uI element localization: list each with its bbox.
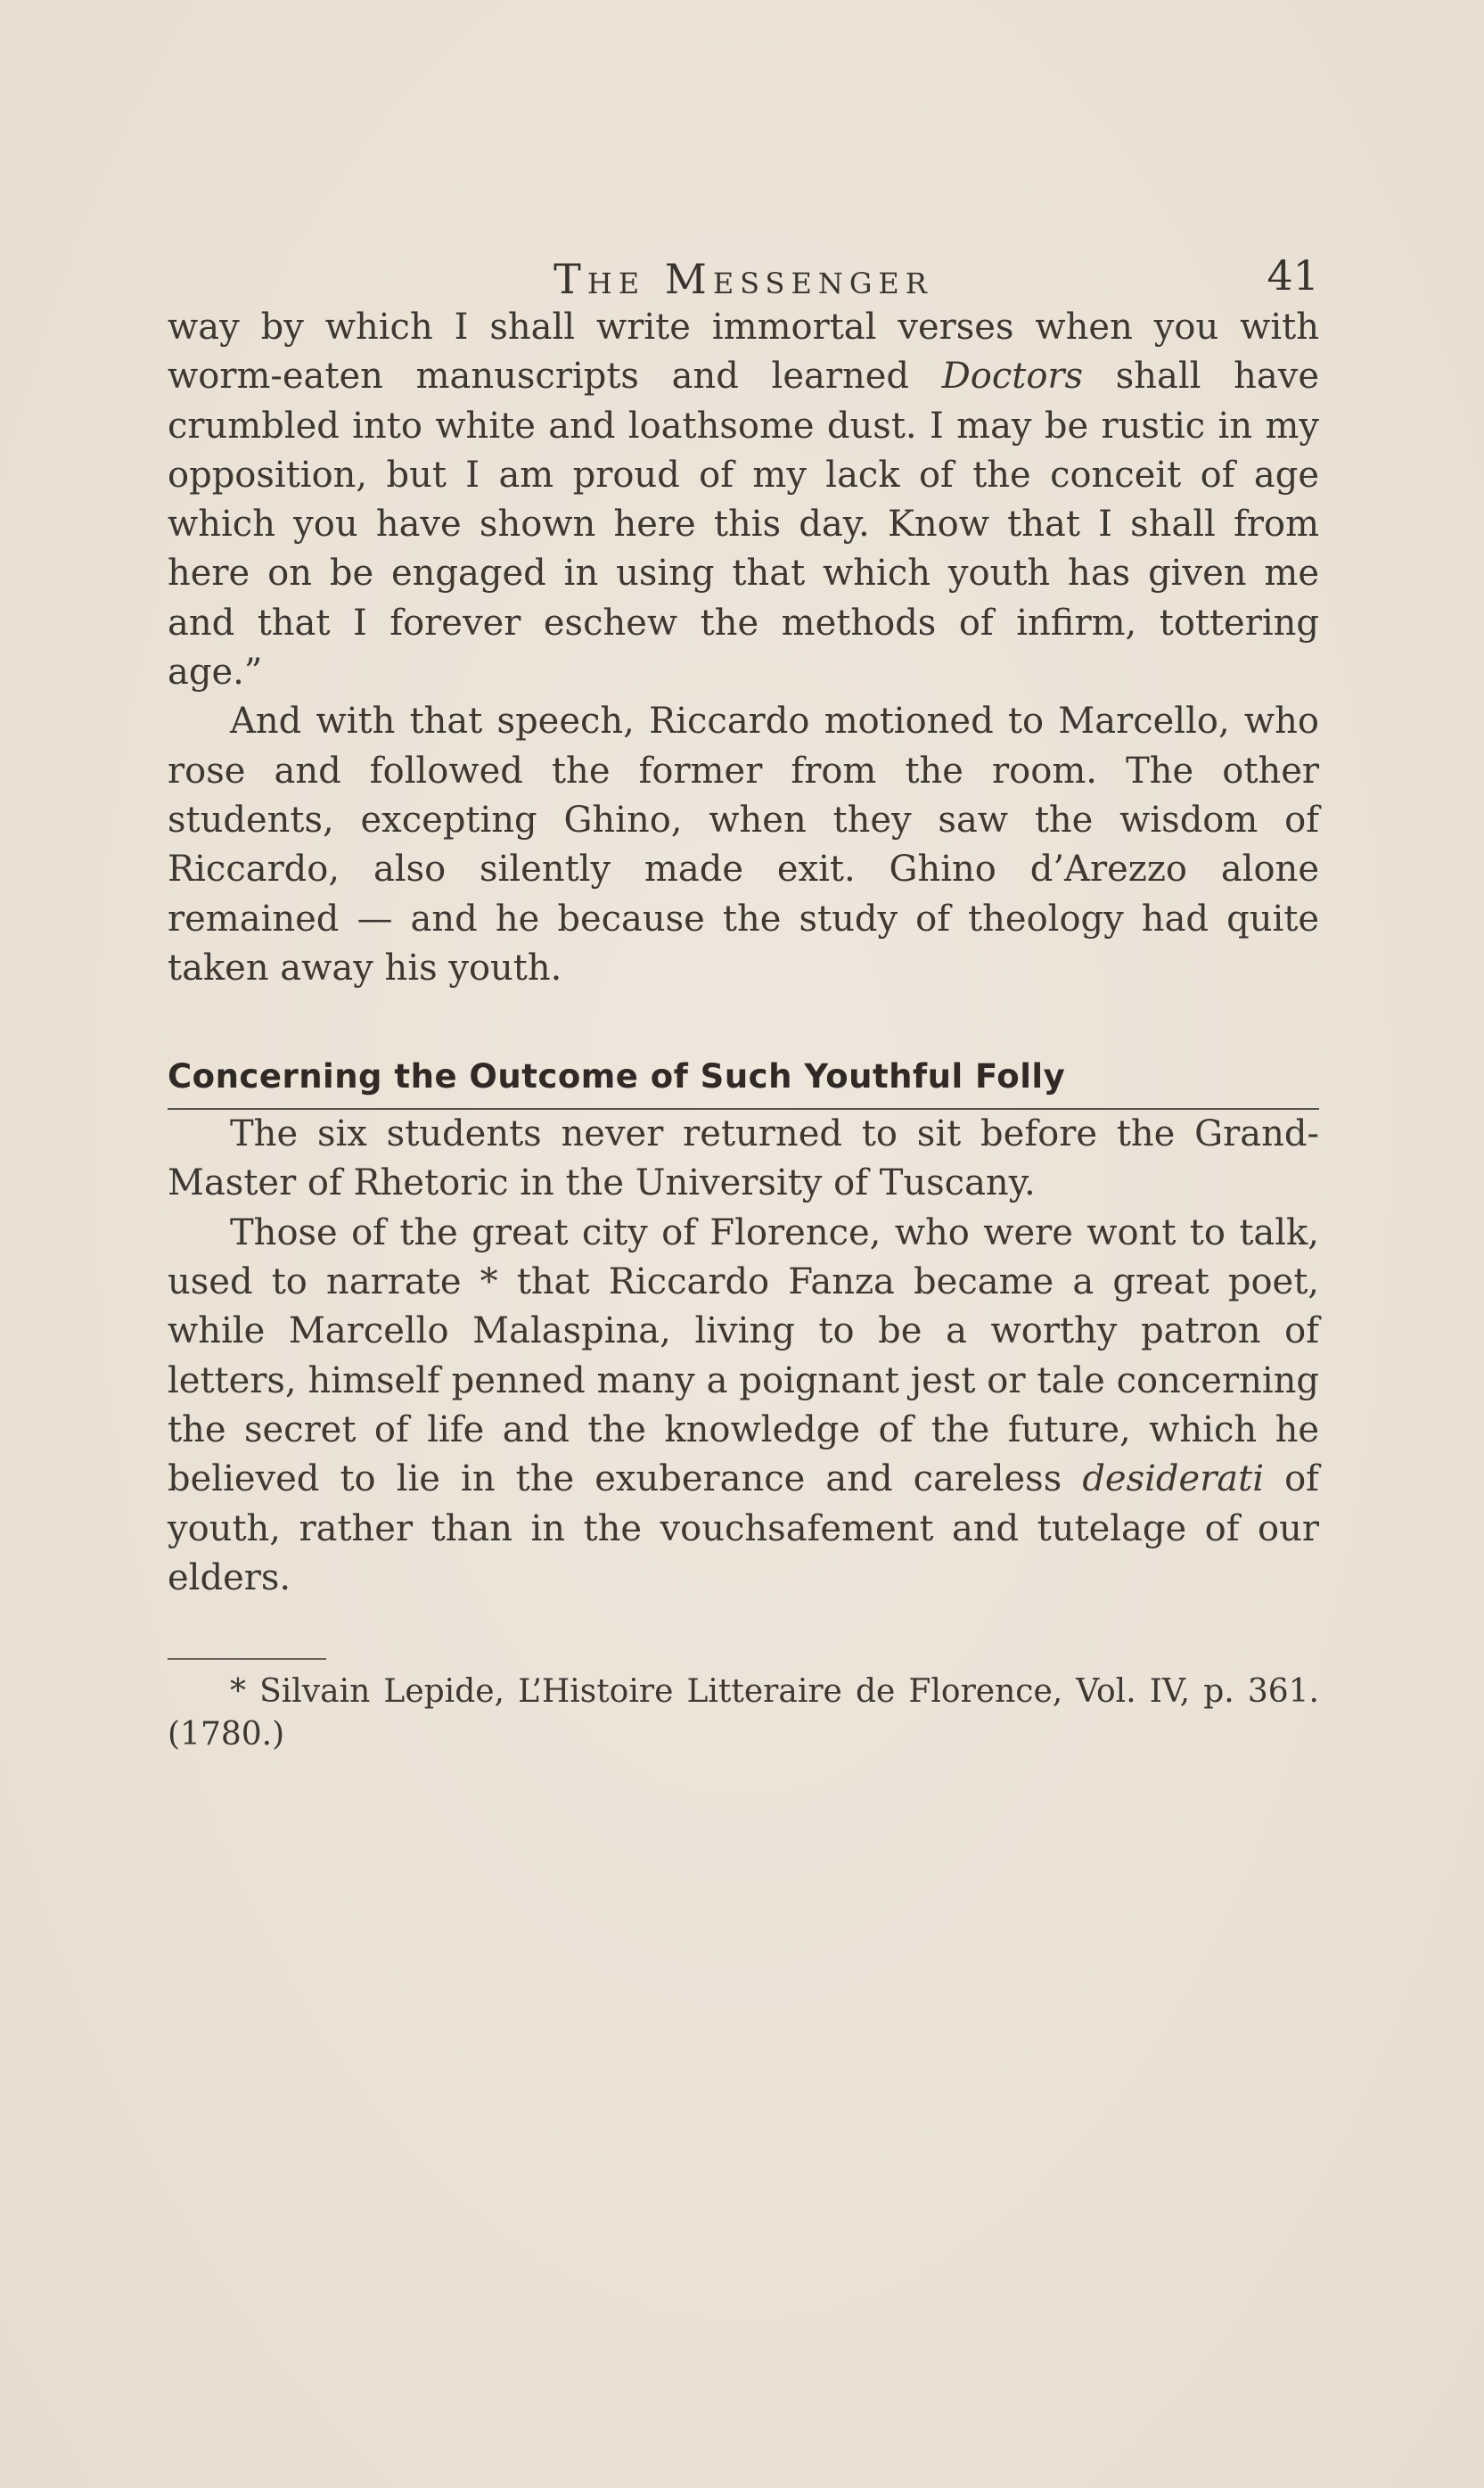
paragraph-text: of youth, rather than in the vouchsafement and tutelage of our elders.: [168, 1458, 1319, 1598]
section-heading: Concerning the Outcome of Such Youthful Folly: [168, 1057, 1319, 1110]
italic-term: desiderati: [1082, 1458, 1265, 1500]
paragraph-text: shall have crumbled into white and loathsome dust. I may be rustic in my opposition, but I am proud of my lack of the conceit of age which you have shown here this day. Know that I shall from here on be engaged in using that which youth has given me and that I forever eschew the methods of infirm, tottering age.”: [168, 356, 1320, 694]
italic-term: Doctors: [941, 356, 1084, 398]
paragraph-continuation: [168, 303, 1319, 697]
paragraph-text: way by which I shall write immortal verses when you with worm-eaten manuscripts and learned: [168, 307, 1319, 398]
paragraph-speech-exit: And with that speech, Riccardo motioned to Marcello, who rose and followed the former from the room. The other students, excepting Ghino, when they saw the wisdom of Riccardo, also silently made exit. Ghino d’Arezzo alone remained — and he because the study of theology had quite taken away his youth.: [168, 701, 1319, 989]
footnote: * Silvain Lepide, L’Histoire Litteraire de Florence, Vol. IV, p. 361. (1780.): [168, 1673, 1319, 1753]
body-text: [168, 303, 1319, 993]
running-head: [168, 241, 1319, 303]
paragraph-florence: [168, 1209, 1319, 1603]
body-text-section: [168, 1110, 1319, 1603]
paragraph-text: Those of the great city of Florence, who were wont to talk, used to narrate * that Riccardo Fanza became a great poet, while Marcello Malaspina, living to be a worthy patron of letters, himself penned many a poignant jest or tale concerning the secret of life and the knowledge of the future, which he believed to lie in the exuberance and careless: [168, 1211, 1319, 1500]
page-number: 41: [1267, 251, 1319, 300]
book-page: [168, 241, 1319, 1788]
running-title: The Messenger: [553, 255, 933, 303]
paragraph-students: The six students never returned to sit before the Grand-Master of Rhetoric in the University of Tuscany.: [168, 1113, 1319, 1204]
footnote-rule: [168, 1658, 326, 1660]
